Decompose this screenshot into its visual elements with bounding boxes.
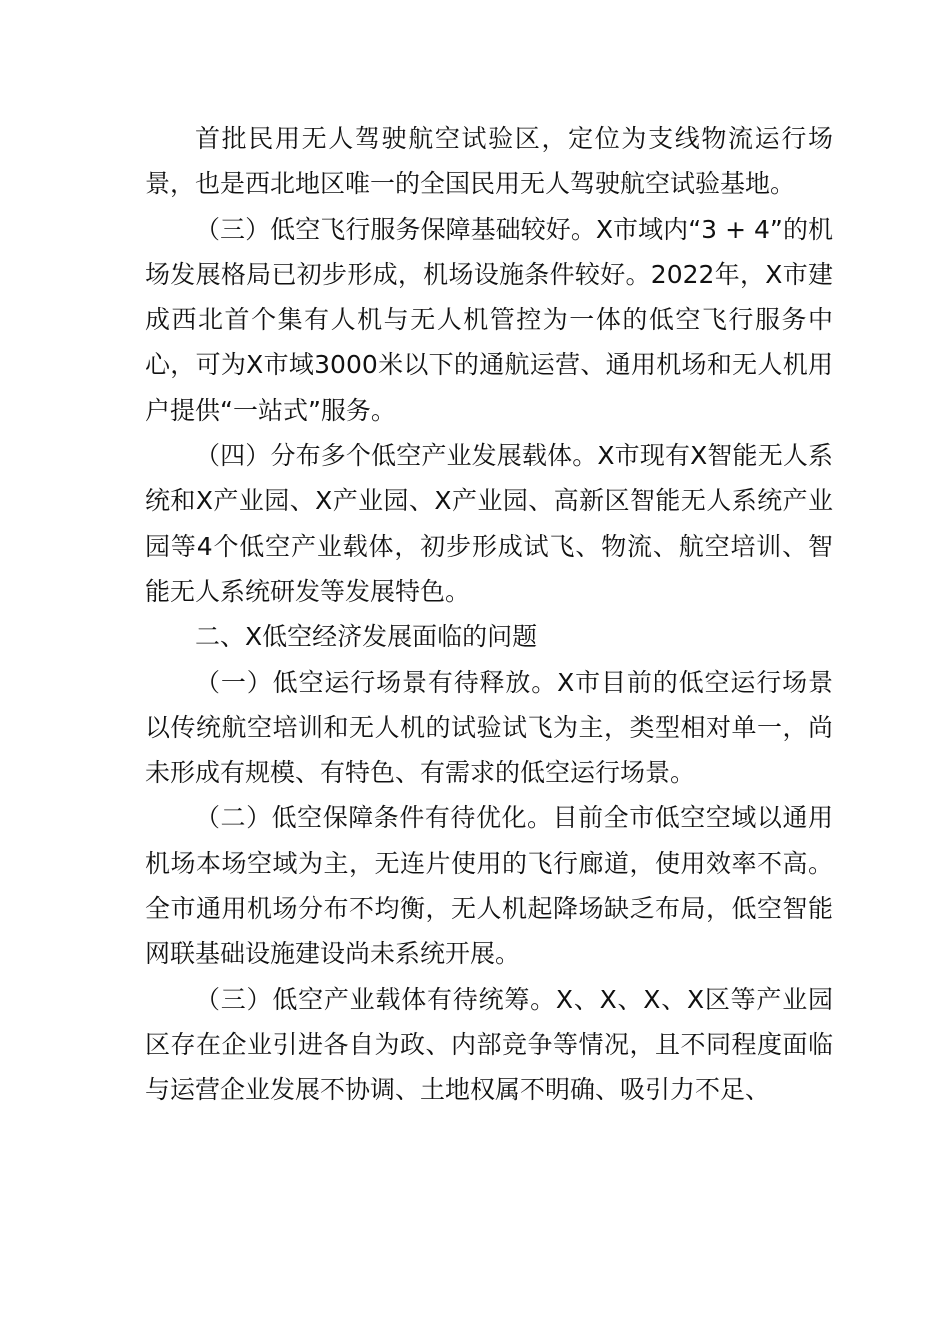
- paragraph-flight-service: （三）低空飞行服务保障基础较好。X市域内“3 + 4”的机场发展格局已初步形成，机场设施条件较好。2022年，X市建成西北首个集有人机与无人机管控为一体的低空飞行服务中心，可为X市域3000米以下的通航运营、通用机场和无人机用户提供“一站式”服务。: [145, 214, 833, 425]
- paragraph-support-conditions: （二）低空保障条件有待优化。目前全市低空空域以通用机场本场空域为主，无连片使用的飞行廊道，使用效率不高。全市通用机场分布不均衡，无人机起降场缺乏布局，低空智能网联基础设施建设尚未系统开展。: [145, 803, 833, 969]
- paragraph-scenarios: （一）低空运行场景有待释放。X市目前的低空运行场景以传统航空培训和无人机的试验试飞为主，类型相对单一，尚未形成有规模、有特色、有需求的低空运行场景。: [145, 667, 833, 788]
- section-heading-problems: 二、X低空经济发展面临的问题: [195, 622, 538, 652]
- document-body: [145, 116, 833, 1113]
- paragraph-industry-carriers: （四）分布多个低空产业发展载体。X市现有X智能无人系统和X产业园、X产业园、X产业园、高新区智能无人系统产业园等4个低空产业载体，初步形成试飞、物流、航空培训、智能无人系统研发等发展特色。: [145, 441, 833, 606]
- paragraph-pilot-zone: 首批民用无人驾驶航空试验区，定位为支线物流运行场景，也是西北地区唯一的全国民用无人驾驶航空试验基地。: [145, 124, 833, 199]
- paragraph-carrier-coordination: （三）低空产业载体有待统筹。X、X、X、X区等产业园区存在企业引进各自为政、内部竞争等情况，且不同程度面临与运营企业发展不协调、土地权属不明确、吸引力不足、: [145, 984, 833, 1105]
